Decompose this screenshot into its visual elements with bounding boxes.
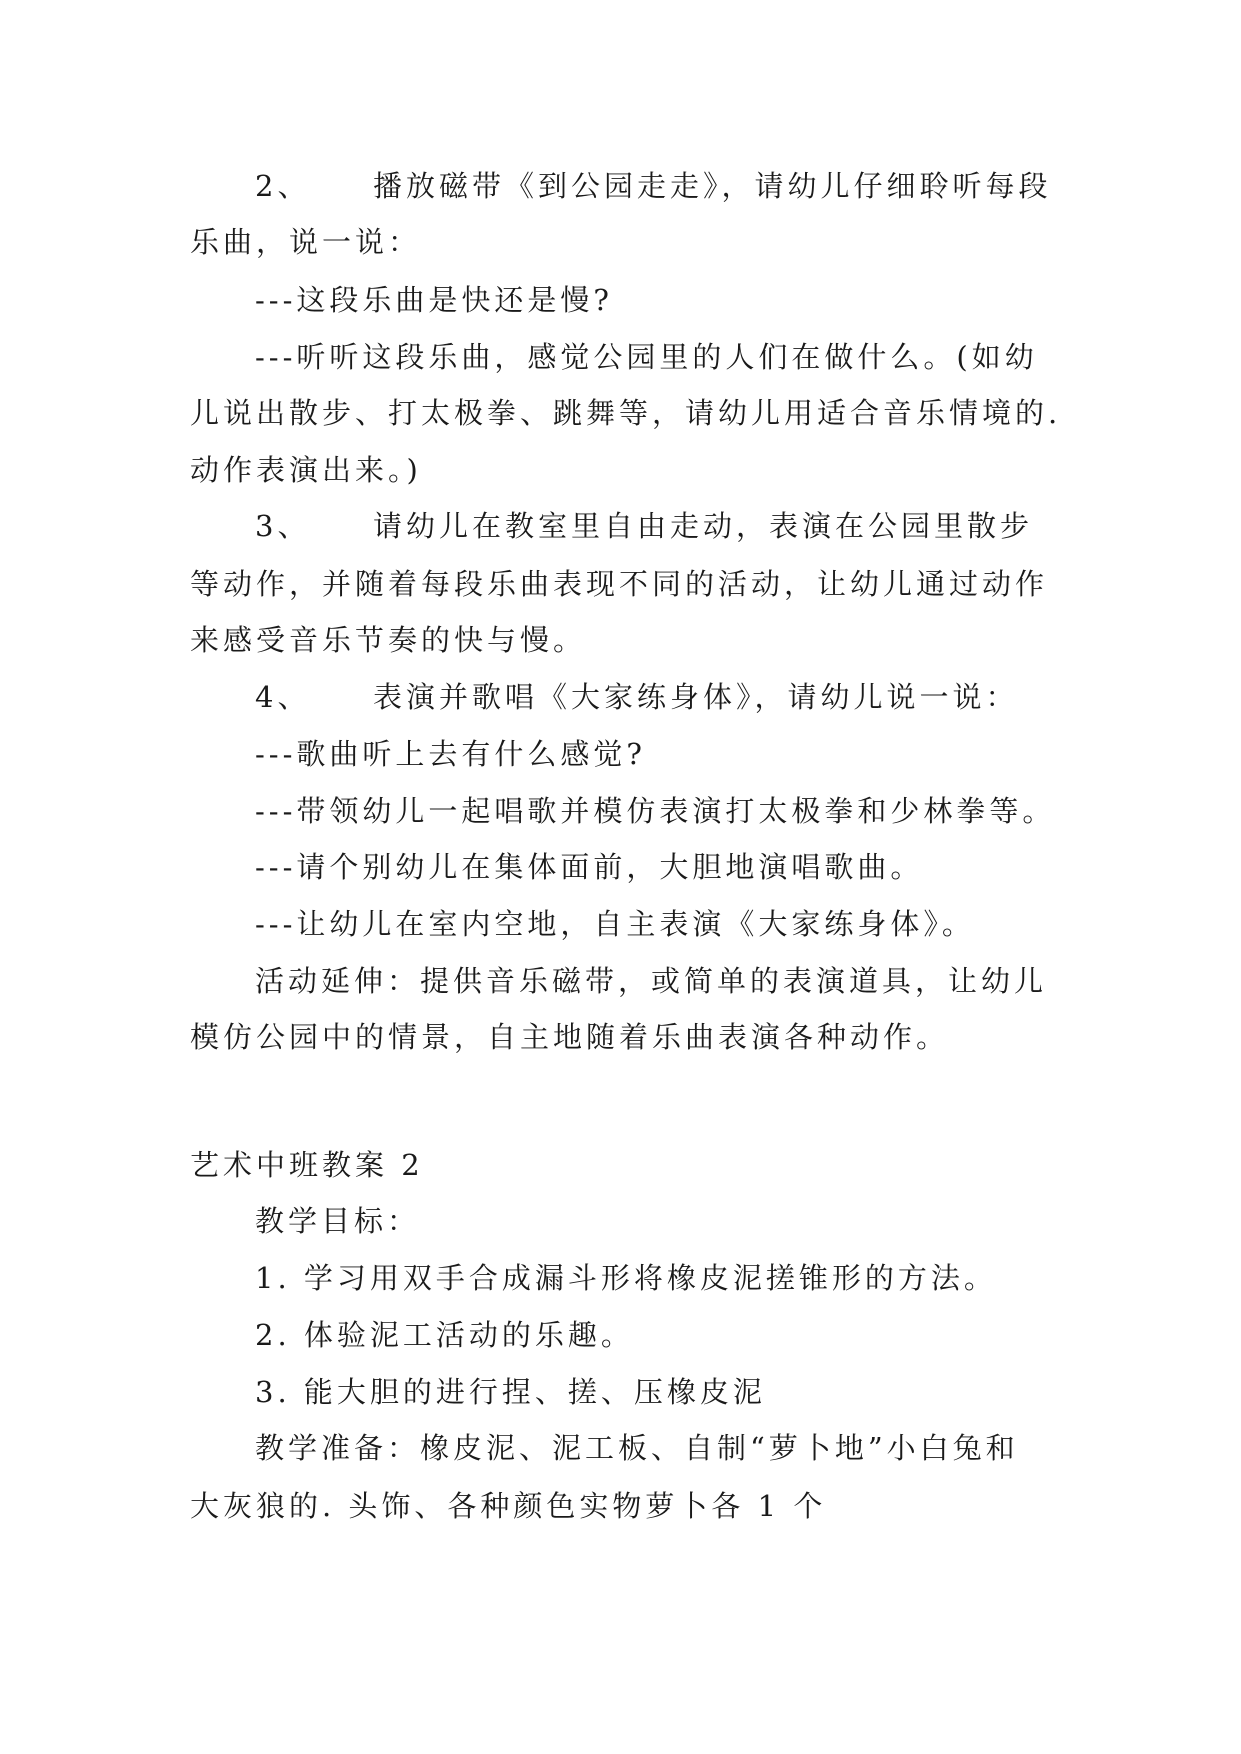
paragraph-line: 动作表演出来。) (190, 453, 422, 487)
paragraph-line: 活动延伸：提供音乐磁带，或简单的表演道具，让幼儿 (255, 964, 1048, 998)
list-item: 2. 体验泥工活动的乐趣。 (255, 1318, 634, 1352)
step-number: 4、 (255, 680, 311, 714)
paragraph-line: 儿说出散步、打太极拳、跳舞等，请幼儿用适合音乐情境的. (190, 396, 1062, 430)
step-number: 3、 (255, 509, 311, 543)
paragraph-line: 等动作，并随着每段乐曲表现不同的活动，让幼儿通过动作 (190, 567, 1049, 601)
list-item: 1. 学习用双手合成漏斗形将橡皮泥搓锥形的方法。 (255, 1261, 997, 1295)
paragraph-line: 教学准备：橡皮泥、泥工板、自制“萝卜地”小白兔和 (255, 1431, 1019, 1465)
paragraph-text: 表演并歌唱《大家练身体》，请幼儿说一说： (373, 680, 1019, 714)
question-line: ---这段乐曲是快还是慢? (255, 283, 613, 317)
question-line: ---让幼儿在室内空地，自主表演《大家练身体》。 (255, 907, 975, 941)
paragraph-step-4 (255, 677, 1019, 717)
paragraph-line: 大灰狼的. 头饰、各种颜色实物萝卜各 1 个 (190, 1489, 827, 1523)
paragraph-text: 播放磁带《到公园走走》，请幼儿仔细聆听每段 (373, 169, 1052, 203)
question-line: ---听听这段乐曲，感觉公园里的人们在做什么。(如幼 (255, 340, 1038, 374)
paragraph-line: 来感受音乐节奏的快与慢。 (190, 623, 587, 657)
question-line: ---带领幼儿一起唱歌并模仿表演打太极拳和少林拳等。 (255, 794, 1056, 828)
paragraph-text: 请幼儿在教室里自由走动，表演在公园里散步 (373, 509, 1034, 543)
step-number: 2、 (255, 169, 311, 203)
section-title: 艺术中班教案 2 (190, 1148, 424, 1182)
paragraph-step-2 (255, 166, 1052, 206)
paragraph-line: 乐曲，说一说： (190, 225, 422, 259)
paragraph-line: 教学目标： (255, 1204, 421, 1238)
list-item: 3. 能大胆的进行捏、搓、压橡皮泥 (255, 1375, 766, 1409)
question-line: ---歌曲听上去有什么感觉? (255, 737, 646, 771)
paragraph-step-3 (255, 506, 1033, 546)
paragraph-line: 模仿公园中的情景，自主地随着乐曲表演各种动作。 (190, 1020, 950, 1054)
question-line: ---请个别幼儿在集体面前，大胆地演唱歌曲。 (255, 850, 924, 884)
